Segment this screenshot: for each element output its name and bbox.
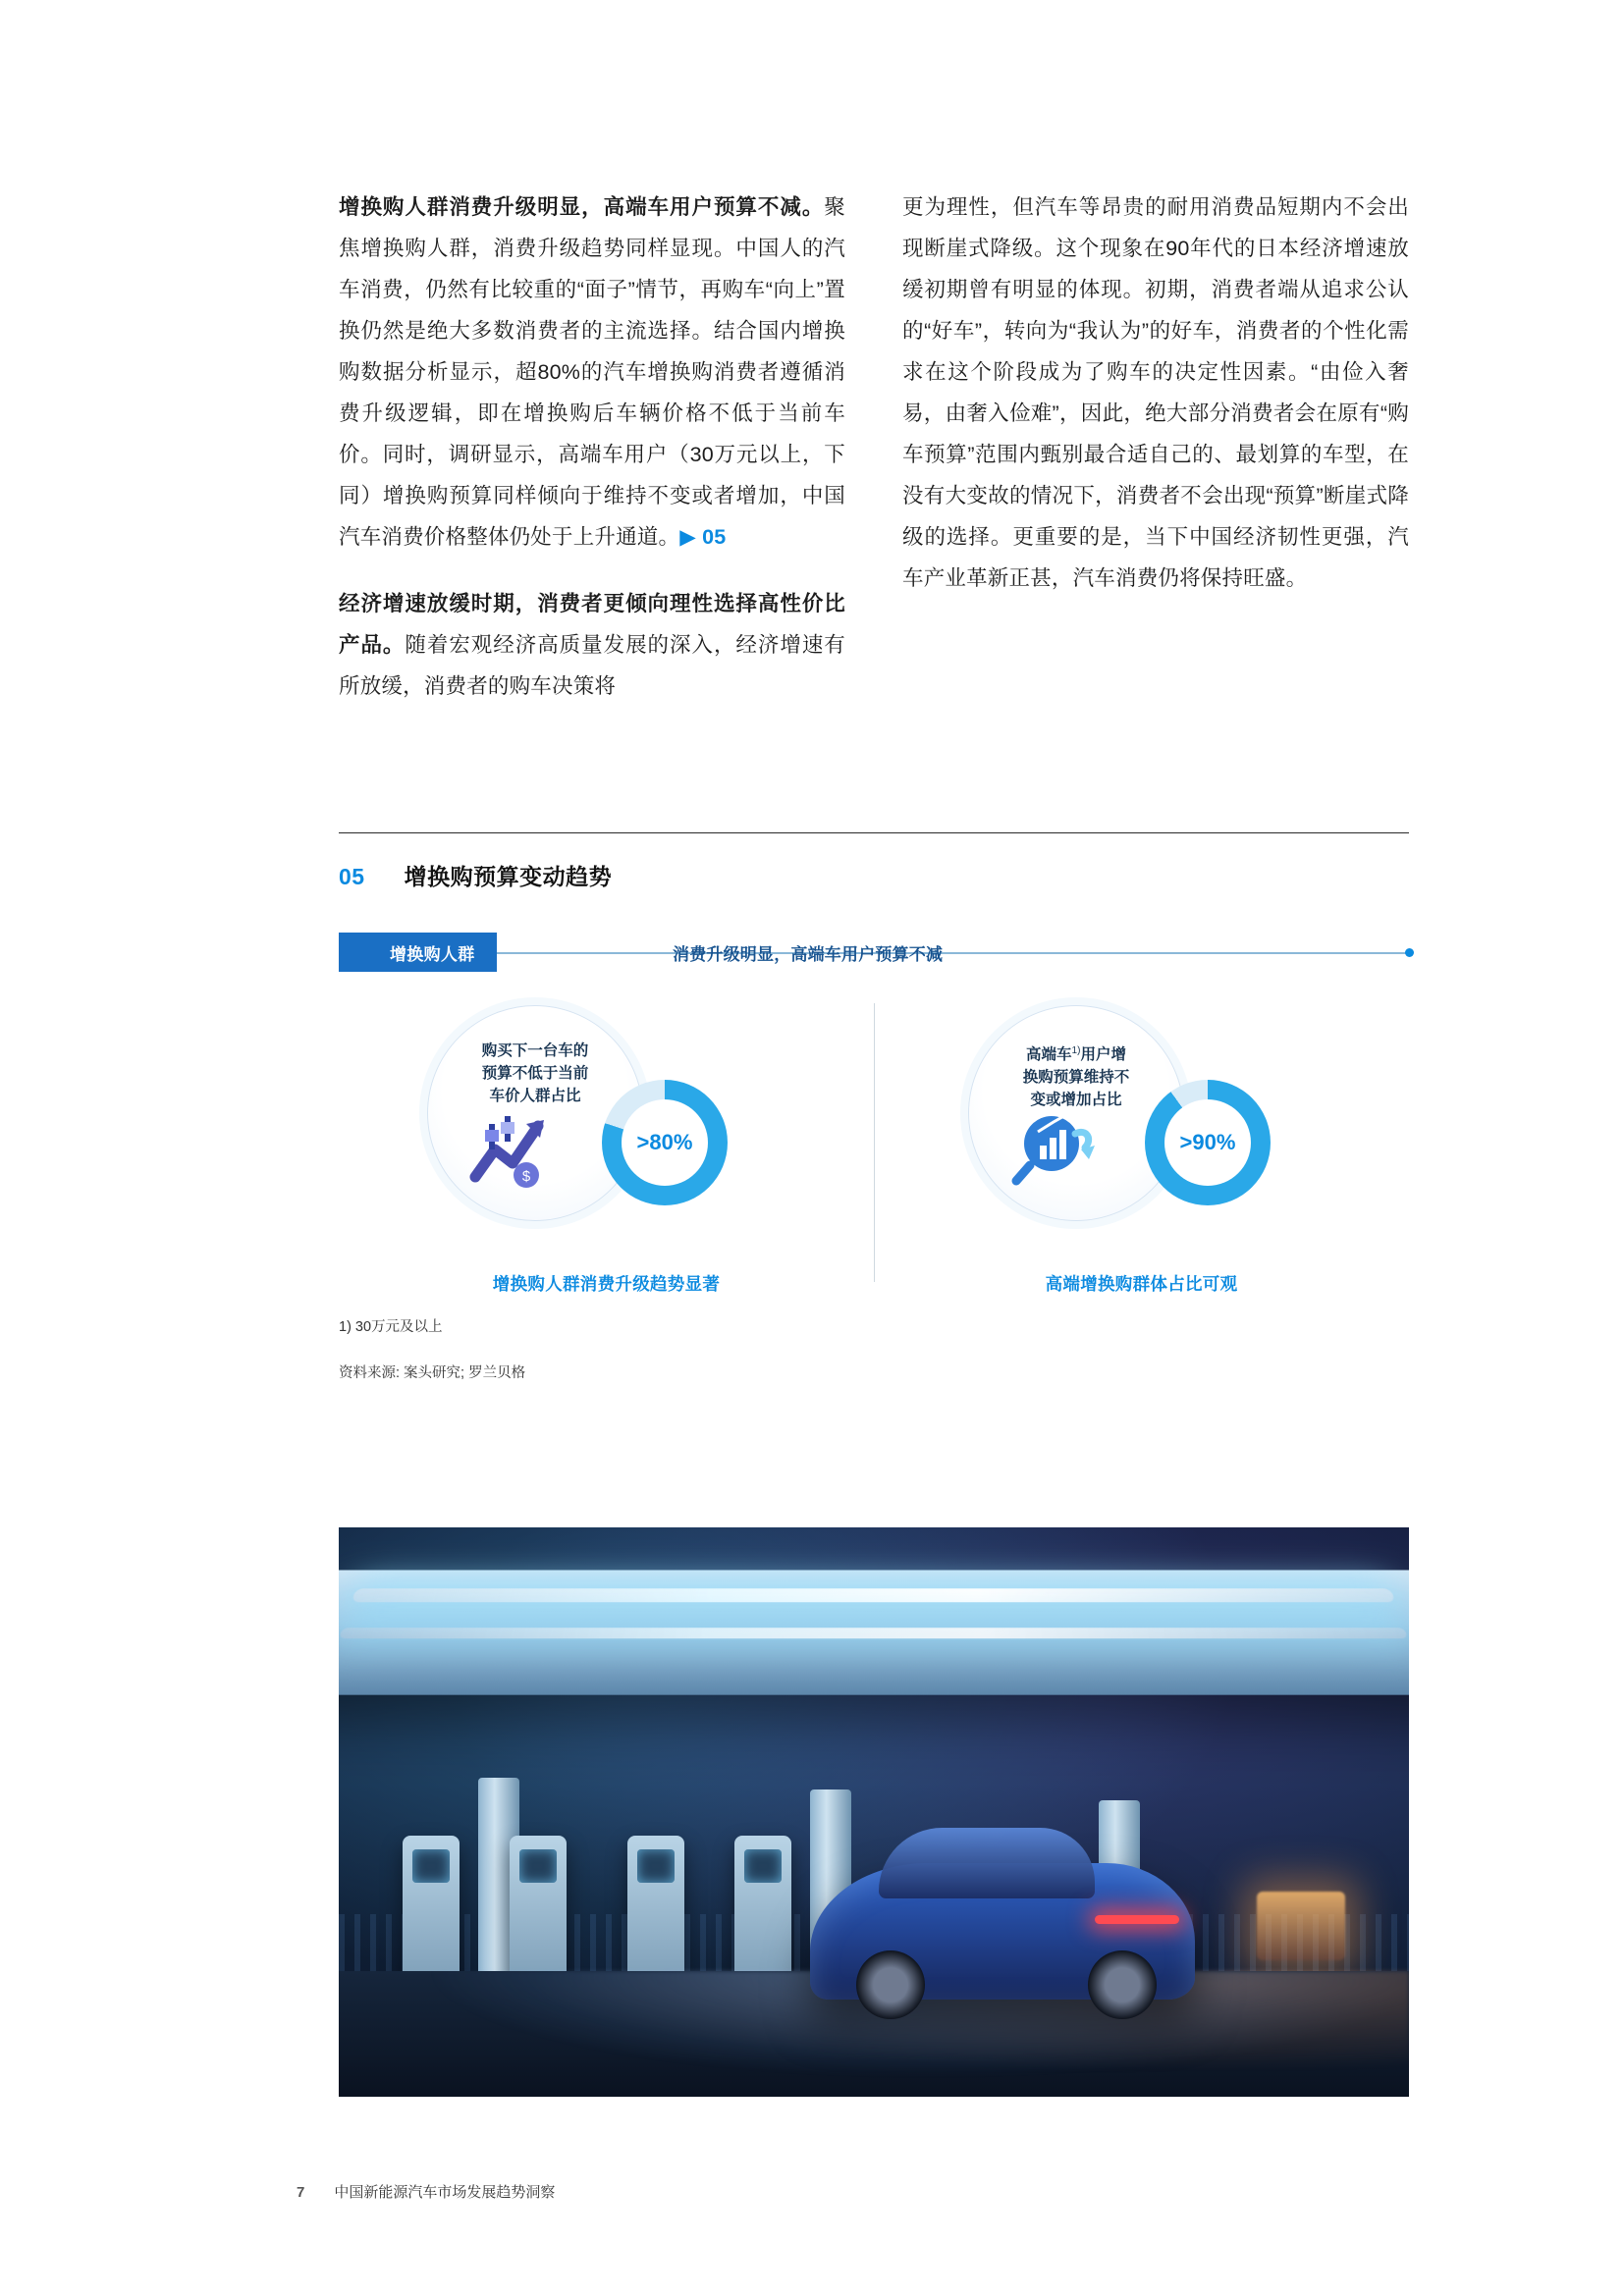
panel-left bbox=[339, 995, 874, 1294]
photo-canopy bbox=[339, 1570, 1409, 1694]
photo-light-strip-1 bbox=[352, 1588, 1396, 1602]
panel-left-value: >80% bbox=[622, 1099, 708, 1186]
paragraph-3-text: 更为理性，但汽车等昂贵的耐用消费品短期内不会出现断崖式降级。这个现象在90年代的日本经济增速放缓初期曾有明显的体现。初期，消费者端从追求公认的“好车”，转向为“我认为”的好车，消费者的个性化需求在这个阶段成为了购车的决定性因素。“由俭入奢易，由奢入俭难”，因此，绝大部分消费者会在原有“购车预算”范围内甄别最合适自己的、最划算的车型，在没有大变故的情况下，消费者不会出现“预算”断崖式降级的选择。更重要的是，当下中国经济韧性更强，汽车产业革新正甚，汽车消费仍将保持旺盛。 bbox=[902, 195, 1409, 590]
ev-charging-station-night-photo bbox=[339, 1527, 1409, 2097]
paragraph-1 bbox=[339, 187, 845, 558]
exhibit-footnote: 1) 30万元及以上 bbox=[339, 1319, 443, 1335]
photo-light-strip-2 bbox=[340, 1628, 1409, 1638]
photo-car-wheel-rear bbox=[1088, 1950, 1157, 2019]
panel-left-caption: 增换购人群消费升级趋势显著 bbox=[492, 1274, 721, 1294]
exhibit-block bbox=[339, 832, 1409, 1382]
panel-left-donut bbox=[602, 1080, 728, 1205]
paragraph-3 bbox=[902, 187, 1409, 599]
panel-right-caption: 高端增换购群体占比可观 bbox=[1045, 1274, 1238, 1294]
photo-car-cabin bbox=[879, 1828, 1095, 1898]
exhibit-divider-rule bbox=[339, 832, 1409, 833]
photo-charger-1 bbox=[403, 1836, 460, 1983]
exhibit-header bbox=[339, 859, 1409, 891]
photo-blue-sedan bbox=[810, 1863, 1195, 2000]
banner-subtitle: 消费升级明显，高端车用户预算不减 bbox=[673, 945, 944, 964]
photo-car-taillight bbox=[1095, 1915, 1179, 1924]
photo-charger-3 bbox=[627, 1836, 684, 1983]
exhibit-number: 05 bbox=[339, 864, 365, 889]
photo-charger-2 bbox=[510, 1836, 567, 1983]
exhibit-source: 资料来源: 案头研究; 罗兰贝格 bbox=[339, 1365, 526, 1381]
svg-text:$: $ bbox=[521, 1168, 531, 1185]
banner-tag-label: 增换购人群 bbox=[390, 944, 475, 964]
photo-charger-4 bbox=[734, 1836, 791, 1983]
paragraph-2 bbox=[339, 583, 845, 707]
page-footer bbox=[297, 2181, 555, 2202]
paragraph-1-text: 聚焦增换购人群，消费升级趋势同样显现。中国人的汽车消费，仍然有比较重的“面子”情节，再购车“向上”置换仍然是绝大多数消费者的主流选择。结合国内增换购数据分析显示，超80%的汽车增换购消费者遵循消费升级逻辑，即在增换购后车辆价格不低于当前车价。同时，调研显示，高端车用户（30万元以上，下同）增换购预算同样倾向于维持不变或者增加，中国汽车消费价格整体仍处于上升通道。 bbox=[339, 195, 845, 549]
magnifier-chart-icon bbox=[1002, 1106, 1110, 1195]
exhibit-banner bbox=[339, 933, 1409, 974]
panel-right bbox=[874, 995, 1409, 1294]
panel-right-donut bbox=[1145, 1080, 1271, 1205]
exhibit-panels bbox=[339, 995, 1409, 1294]
paragraph-1-lead: 增换购人群消费升级明显，高端车用户预算不减。 bbox=[339, 195, 825, 219]
body-columns bbox=[339, 187, 1409, 732]
exhibit-reference-05[interactable]: ▶ 05 bbox=[679, 525, 727, 549]
right-column bbox=[902, 187, 1409, 732]
banner-tag bbox=[339, 933, 497, 972]
growth-arrow-icon bbox=[461, 1106, 569, 1195]
panel-right-label: 高端车$^{1)}$用户增 换购预算维持不 变或增加占比 bbox=[1022, 1045, 1130, 1109]
photo-car-wheel-front bbox=[856, 1950, 925, 2019]
paragraph-2-lead: 经济增速放缓时期，消费者更倾向理性选择高性价比产品。 bbox=[339, 592, 845, 657]
panel-right-value: >90% bbox=[1164, 1099, 1251, 1186]
footer-title: 中国新能源汽车市场发展趋势洞察 bbox=[334, 2184, 556, 2201]
photo-warm-glow bbox=[1257, 1892, 1345, 1960]
exhibit-title: 增换购预算变动趋势 bbox=[404, 864, 613, 889]
paragraph-2-text: 随着宏观经济高质量发展的深入，经济增速有所放缓，消费者的购车决策将 bbox=[339, 633, 845, 698]
page-number: 7 bbox=[297, 2184, 305, 2201]
left-column bbox=[339, 187, 845, 732]
panel-left-label: 购买下一台车的 预算不低于当前 车价人群占比 bbox=[481, 1042, 589, 1104]
